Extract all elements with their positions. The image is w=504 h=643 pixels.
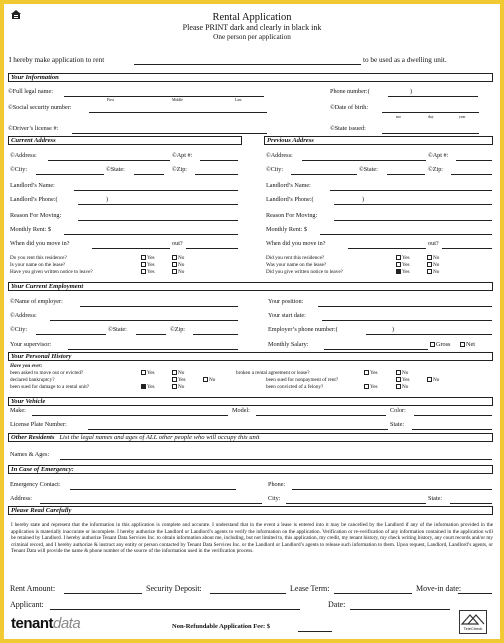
checkbox[interactable] (141, 255, 146, 260)
yes-label: Yes (147, 370, 155, 376)
prev-landlord-phone-field[interactable] (334, 204, 492, 205)
prev-zip-label: ©Zip: (428, 166, 444, 173)
history-q5-yes[interactable] (396, 377, 410, 383)
history-q3-no[interactable] (172, 384, 184, 390)
prev-state-label: ©State: (359, 166, 378, 173)
prev-landlord-phone-paren: ) (362, 196, 365, 203)
rent-amount-label: Rent Amount: (10, 584, 56, 593)
checkbox[interactable] (430, 342, 435, 347)
dob-label: ©Date of birth: (330, 104, 369, 111)
prev-q3-no[interactable] (427, 269, 439, 275)
prev-zip-field[interactable] (451, 174, 492, 175)
prev-apt-field[interactable] (456, 160, 492, 161)
model-field[interactable] (256, 415, 386, 416)
license-label: ©Driver’s license #: (8, 125, 59, 132)
checkbox[interactable] (427, 377, 432, 382)
phone-label: Phone number:( (330, 88, 370, 95)
prev-q1-label: Did you rent this residence? (266, 255, 325, 261)
emergency-state-field[interactable] (450, 503, 492, 504)
emp-zip-label: ©Zip: (170, 326, 186, 333)
checkbox[interactable] (427, 269, 432, 274)
applicant-signature-field[interactable] (50, 609, 300, 610)
checkbox[interactable] (172, 269, 177, 274)
checkbox[interactable] (396, 269, 401, 274)
cur-rent-label: Monthly Rent: $ (10, 226, 51, 233)
dob-day-hint: day (428, 115, 434, 119)
brand-tenant: tenant (11, 615, 53, 632)
emp-state-label: ©State: (108, 326, 127, 333)
emp-phone-field[interactable] (366, 334, 492, 335)
emp-state-field[interactable] (136, 334, 166, 335)
telecheck-label: TeleCheck (463, 626, 483, 631)
no-label: No (178, 384, 185, 390)
salary-label: Monthly Salary: (268, 341, 309, 348)
terms-paragraph: I hereby state and represent that the information in this application is complete and accurate. I understand that in the event a lease is entered into it may be cancelled by the Landlord if any of the information provided in the application is materially inaccurate or incomplete. I hereby authorize the Landlord or Landlord’s agents to verify the information on the application. Verification or re-verification of any information contained in the application will be retained by Landlord. I hereby authorize Tenant Data Services Inc. to obtain information about me, including, but not limited to, this application, my credit, my tenant history, my check writing history, any court records and/or my criminal record, and I hereby authorize & instruct any entity or person contacted by Tenant Data Services Inc. or the Landlord or Landlord’s agents to release such information to them. Upon request, Landlord, Landlord’s agents, or Tenant Data will provide the name & phone number of the source of the information used in the verification process. (11, 522, 493, 554)
cur-zip-field[interactable] (195, 174, 238, 175)
emp-city-label: ©City: (10, 326, 28, 333)
cur-landlord-phone-field[interactable] (78, 204, 238, 205)
model-label: Model: (232, 407, 250, 414)
history-q4-yes[interactable] (364, 370, 378, 376)
no-label: No (209, 377, 216, 383)
gross-label: Gross (436, 341, 451, 348)
history-q5: been sued for nonpayment of rent? (266, 377, 339, 383)
history-q1-no[interactable] (172, 370, 184, 376)
emp-phone-label: Employer’s phone number:( (268, 326, 338, 333)
cur-apt-field[interactable] (200, 160, 238, 161)
section-employment: Your Current Employment (8, 282, 493, 291)
cur-landlord-phone-paren: ) (106, 196, 109, 203)
prev-address-label: ©Address: (266, 152, 293, 159)
section-vehicle: Your Vehicle (8, 397, 493, 406)
emergency-address-field[interactable] (40, 503, 262, 504)
yes-label: Yes (147, 269, 155, 275)
checkbox[interactable] (364, 370, 369, 375)
checkbox[interactable] (396, 262, 401, 267)
dob-mo-hint: mo (396, 115, 401, 119)
prev-landlord-name-label: Landlord’s Name: (266, 182, 311, 189)
checkbox[interactable] (364, 384, 369, 389)
yes-label: Yes (147, 384, 155, 390)
emp-address-label: ©Address: (10, 312, 37, 319)
cur-landlord-name-field[interactable] (74, 190, 238, 191)
checkbox[interactable] (172, 384, 177, 389)
ssn-label: ©Social security number: (8, 104, 72, 111)
lease-term-label: Lease Term: (290, 584, 330, 593)
no-label: No (433, 255, 440, 261)
apply-suffix: to be used as a dwelling unit. (363, 56, 447, 64)
dob-field[interactable] (382, 112, 479, 113)
yes-label: Yes (147, 262, 155, 268)
cur-q2-no[interactable] (172, 262, 184, 268)
phone-field[interactable] (388, 96, 478, 97)
security-field[interactable] (210, 593, 286, 594)
checkbox[interactable] (396, 377, 401, 382)
gross-option[interactable] (430, 341, 450, 348)
prev-landlord-name-field[interactable] (330, 190, 492, 191)
residents-instruction: List the legal names and ages of ALL other people who will occupy this unit (59, 434, 260, 441)
name-middle-hint: Middle (172, 98, 183, 102)
section-previous-address: Previous Address (264, 136, 493, 145)
history-q1: been asked to move out or evicted? (10, 370, 84, 376)
history-q3: been sued for damage to a rental unit? (10, 384, 90, 390)
cur-state-field[interactable] (134, 174, 164, 175)
prev-state-field[interactable] (387, 174, 425, 175)
emp-city-field[interactable] (36, 334, 106, 335)
rent-amount-field[interactable] (64, 593, 142, 594)
cur-moved-in-label: When did you move in? (10, 240, 70, 247)
vehicle-state-field[interactable] (412, 429, 492, 430)
cur-landlord-name-label: Landlord’s Name: (10, 182, 55, 189)
fee-field[interactable] (298, 631, 332, 632)
checkbox[interactable] (141, 269, 146, 274)
date-field[interactable] (350, 609, 450, 610)
emergency-contact-label: Emergency Contact: (10, 481, 61, 488)
history-q6: been convicted of a felony? (266, 384, 324, 390)
prev-q3-yes[interactable] (396, 269, 410, 275)
prev-city-label: ©City: (266, 166, 284, 173)
history-q3-yes[interactable] (141, 384, 155, 390)
cur-reason-field[interactable] (78, 220, 238, 221)
cur-q3-yes[interactable] (141, 269, 155, 275)
cur-moved-in-field[interactable] (92, 248, 170, 249)
page-subtitle: Please PRINT dark and clearly in black ink (182, 23, 322, 32)
vehicle-state-label: State: (390, 421, 405, 428)
cur-q2-yes[interactable] (141, 262, 155, 268)
phone-paren: ) (410, 88, 413, 95)
checkbox[interactable] (396, 255, 401, 260)
supervisor-field[interactable] (68, 349, 238, 350)
page-title: Rental Application (212, 12, 292, 23)
history-q2: declared bankruptcy? (10, 377, 55, 383)
checkbox[interactable] (427, 262, 432, 267)
prev-q3-label: Did you give written notice to leave? (266, 269, 343, 275)
no-label: No (402, 384, 409, 390)
section-other-residents (8, 433, 493, 442)
cur-out-field[interactable] (186, 248, 238, 249)
cur-q1-no[interactable] (172, 255, 184, 261)
cur-zip-label: ©Zip: (172, 166, 188, 173)
cur-reason-label: Reason For Moving: (10, 212, 62, 219)
prev-city-field[interactable] (291, 174, 357, 175)
section-please-read: Please Read Carefully (8, 506, 493, 515)
history-q6-yes[interactable] (364, 384, 378, 390)
cur-apt-label: ©Apt #: (172, 152, 193, 159)
move-in-field[interactable] (458, 593, 492, 594)
checkbox[interactable] (427, 255, 432, 260)
net-label: Net (466, 341, 475, 348)
applicant-label: Applicant: (10, 600, 44, 609)
prev-moved-in-field[interactable] (348, 248, 426, 249)
emergency-city-field[interactable] (286, 503, 426, 504)
no-label: No (433, 262, 440, 268)
cur-rent-field[interactable] (64, 234, 238, 235)
cur-landlord-phone-label: Landlord’s Phone:( (10, 196, 58, 203)
employer-label: ©Name of employer: (10, 298, 63, 305)
checkbox[interactable] (172, 255, 177, 260)
fee-label: Non-Refundable Application Fee: $ (172, 623, 271, 630)
checkbox[interactable] (141, 384, 146, 389)
yes-label: Yes (178, 377, 186, 383)
checkbox[interactable] (396, 370, 401, 375)
plate-label: License Plate Number: (10, 421, 67, 428)
prev-apt-label: ©Apt #: (428, 152, 449, 159)
no-label: No (178, 269, 185, 275)
yes-label: Yes (402, 377, 410, 383)
prev-moved-in-label: When did you move in? (266, 240, 326, 247)
no-label: No (178, 255, 185, 261)
telecheck-logo (459, 610, 487, 634)
security-label: Security Deposit: (146, 584, 202, 593)
property-address-field[interactable] (134, 64, 361, 65)
no-label: No (433, 269, 440, 275)
emp-zip-field[interactable] (193, 334, 238, 335)
prev-q1-yes[interactable] (396, 255, 410, 261)
salary-field[interactable] (324, 349, 428, 350)
yes-label: Yes (402, 255, 410, 261)
checkbox[interactable] (141, 370, 146, 375)
license-field[interactable] (72, 133, 267, 134)
cur-out-label: out? (172, 240, 183, 247)
yes-label: Yes (402, 269, 410, 275)
full-name-label: ©Full legal name: (8, 88, 53, 95)
employer-field[interactable] (80, 306, 238, 307)
start-date-label: Your start date: (268, 312, 306, 319)
emergency-city-label: City: (268, 495, 281, 502)
yes-label: Yes (370, 370, 378, 376)
cur-q2-label: Is your name on the lease? (10, 262, 66, 268)
make-label: Make: (10, 407, 26, 414)
checkbox[interactable] (172, 377, 177, 382)
no-label: No (433, 377, 440, 383)
apply-prefix: I hereby make application to rent (9, 56, 105, 64)
state-issued-label: ©State issued: (330, 125, 366, 132)
prev-address-field[interactable] (302, 160, 426, 161)
supervisor-label: Your supervisor: (10, 341, 52, 348)
state-issued-field[interactable] (382, 133, 479, 134)
prev-landlord-phone-label: Landlord’s Phone:( (266, 196, 314, 203)
prev-out-label: out? (428, 240, 439, 247)
section-your-information: Your Information (8, 73, 493, 82)
position-label: Your position: (268, 298, 304, 305)
lease-term-field[interactable] (334, 593, 412, 594)
cur-city-field[interactable] (36, 174, 104, 175)
checkbox[interactable] (172, 370, 177, 375)
prev-q2-no[interactable] (427, 262, 439, 268)
checkbox[interactable] (460, 342, 465, 347)
prev-reason-field[interactable] (334, 220, 492, 221)
cur-city-label: ©City: (10, 166, 28, 173)
names-field[interactable] (60, 459, 492, 460)
color-field[interactable] (414, 415, 492, 416)
history-q6-no[interactable] (396, 384, 408, 390)
cur-state-label: ©State: (106, 166, 125, 173)
no-label: No (402, 370, 409, 376)
plate-field[interactable] (88, 429, 388, 430)
prev-reason-label: Reason For Moving: (266, 212, 318, 219)
cur-address-label: ©Address: (10, 152, 37, 159)
checkbox[interactable] (396, 384, 401, 389)
make-field[interactable] (32, 415, 228, 416)
prev-rent-field[interactable] (320, 234, 492, 235)
move-in-label: Move-in date: (416, 584, 462, 593)
telecheck-icon (460, 612, 486, 626)
residents-title: Other Residents (11, 434, 55, 441)
name-first-hint: First (107, 98, 114, 102)
emergency-contact-field[interactable] (70, 489, 236, 490)
dob-year-hint: year (459, 115, 466, 119)
yes-label: Yes (402, 262, 410, 268)
tenant-data-logo (11, 615, 80, 632)
name-last-hint: Last (235, 98, 242, 102)
net-option[interactable] (460, 341, 475, 348)
cur-q3-label: Have you given written notice to leave? (10, 269, 93, 275)
emergency-phone-label: Phone: (268, 481, 286, 488)
names-label: Names & Ages: (10, 451, 50, 458)
yes-label: Yes (147, 255, 155, 261)
checkbox[interactable] (172, 262, 177, 267)
prev-q2-yes[interactable] (396, 262, 410, 268)
history-q1-yes[interactable] (141, 370, 155, 376)
ssn-field[interactable] (89, 112, 267, 113)
history-intro: Have you ever: (10, 363, 43, 369)
emergency-state-label: State: (428, 495, 443, 502)
brand-data: data (53, 615, 81, 632)
cur-q3-no[interactable] (172, 269, 184, 275)
emp-address-field[interactable] (50, 320, 238, 321)
emergency-address-label: Address: (10, 495, 32, 502)
history-q4: broken a rental agreement or lease? (236, 370, 310, 376)
history-q2-yes[interactable] (172, 377, 186, 383)
date-label: Date: (328, 600, 346, 609)
full-name-field[interactable] (64, 96, 264, 97)
checkbox[interactable] (141, 262, 146, 267)
no-label: No (178, 370, 185, 376)
emp-phone-paren: ) (392, 326, 395, 333)
start-date-field[interactable] (322, 320, 492, 321)
section-current-address: Current Address (8, 136, 242, 145)
emergency-phone-field[interactable] (292, 489, 492, 490)
prev-q1-no[interactable] (427, 255, 439, 261)
section-personal-history: Your Personal History (8, 352, 493, 361)
no-label: No (178, 262, 185, 268)
position-field[interactable] (318, 306, 492, 307)
history-q2-no[interactable] (203, 377, 215, 383)
yes-label: Yes (370, 384, 378, 390)
color-label: Color: (390, 407, 406, 414)
prev-q2-label: Was your name on the lease? (266, 262, 327, 268)
cur-address-field[interactable] (48, 160, 170, 161)
history-q5-no[interactable] (427, 377, 439, 383)
prev-rent-label: Monthly Rent: $ (266, 226, 307, 233)
checkbox[interactable] (203, 377, 208, 382)
section-emergency: In Case of Emergency: (8, 465, 493, 474)
cur-q1-label: Do you rent this residence? (10, 255, 67, 261)
history-q4-no[interactable] (396, 370, 408, 376)
page-subtitle-2: One person per application (213, 33, 291, 41)
prev-out-field[interactable] (442, 248, 492, 249)
cur-q1-yes[interactable] (141, 255, 155, 261)
